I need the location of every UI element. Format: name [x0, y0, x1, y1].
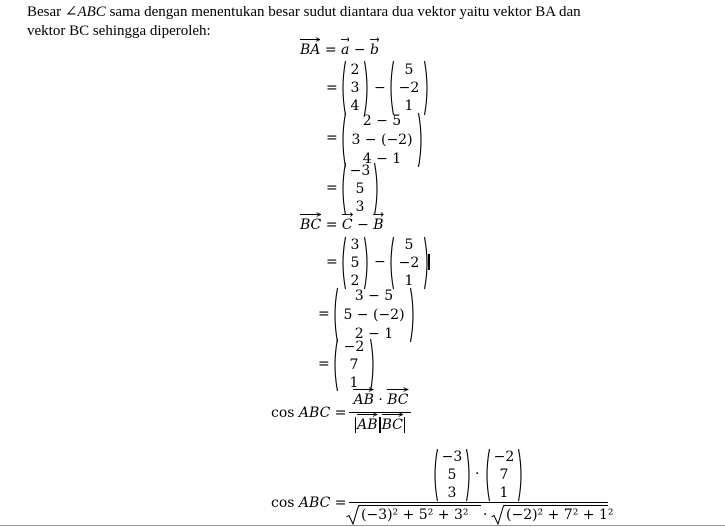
- column-vector-num-1: [432, 448, 472, 502]
- fraction-bar: [349, 502, 608, 503]
- ba-definition: [300, 42, 379, 58]
- vector-arrow: [387, 387, 408, 392]
- vector-entry: 5: [447, 467, 457, 483]
- vector-arrow: [370, 37, 379, 42]
- column-vector-ba-3: [340, 112, 424, 168]
- magnitude-bc: [380, 417, 405, 433]
- column-vector-ba-1: [340, 60, 370, 116]
- intro-text: Besar: [27, 4, 65, 20]
- vector-entry: 3: [447, 485, 457, 501]
- vector-entry: 5: [350, 255, 360, 271]
- vector-entry: −3: [441, 449, 463, 465]
- vector-entry: 4 − 1: [362, 151, 402, 167]
- vector-entry: 2: [350, 62, 360, 78]
- vector-c: C: [342, 217, 353, 233]
- vector-arrow: [300, 37, 320, 42]
- vector-b: b: [370, 42, 379, 58]
- vector-arrow: [373, 212, 383, 217]
- vector-b-capital: B: [373, 217, 383, 233]
- equals-sign: =: [324, 42, 337, 58]
- vector-entry: 1: [404, 98, 414, 114]
- vector-bc: BC: [387, 392, 408, 408]
- vector-entry: 2 − 1: [354, 326, 394, 342]
- column-vector-ba-2: [388, 60, 430, 116]
- dot-operator: ·: [378, 392, 383, 408]
- equals-sign: =: [326, 180, 338, 196]
- vector-entry: 3: [350, 80, 360, 96]
- right-paren: [374, 162, 380, 216]
- right-paren: [418, 112, 424, 168]
- column-vector-bc-2: [388, 236, 430, 290]
- vector-arrow: [357, 412, 377, 417]
- vector-entry: −2: [398, 255, 420, 271]
- minus-sign: −: [374, 80, 386, 96]
- cos-text: cos: [271, 405, 295, 421]
- angle-name: ABC: [298, 405, 331, 421]
- vector-ba: BA: [300, 42, 320, 58]
- radical-overline: [359, 505, 481, 506]
- vector-ab: AB: [357, 417, 377, 433]
- cos-numerator: [350, 392, 412, 408]
- equals-sign: =: [326, 254, 338, 270]
- cos-abc-label-2: [271, 495, 346, 511]
- sum-of-squares-bc: (−2)² + 7² + 1²: [506, 507, 614, 523]
- column-vector-bc-3: [332, 287, 416, 343]
- right-paren: [364, 60, 370, 116]
- minus-sign: −: [357, 217, 369, 233]
- intro-text: sama dengan menentukan besar sudut diantara dua vektor yaitu vektor BA dan: [105, 4, 581, 20]
- vector-a: a: [341, 42, 349, 58]
- right-paren: [466, 448, 472, 502]
- intro-line-1: [27, 3, 707, 22]
- vector-entry: 3: [355, 199, 365, 215]
- right-paren: [410, 287, 416, 343]
- intro-line-2: vektor BC sehingga diperoleh:: [27, 23, 211, 39]
- radical-overline: [504, 505, 608, 506]
- page-bottom-border: [0, 525, 725, 526]
- angle-abc: ∠ABC: [64, 4, 106, 20]
- vector-entry: −2: [493, 449, 515, 465]
- vector-ab: AB: [353, 392, 373, 408]
- vector-arrow: [341, 37, 349, 42]
- sqrt-icon: [346, 505, 360, 525]
- minus-sign: −: [374, 254, 386, 270]
- column-vector-ba-4: [340, 162, 380, 216]
- vector-entry: 2: [350, 273, 360, 289]
- column-vector-bc-1: [340, 236, 370, 290]
- vector-entry: 5: [404, 62, 414, 78]
- vector-entry: 4: [350, 98, 360, 114]
- vector-entry: 5: [404, 237, 414, 253]
- minus-sign: −: [353, 42, 366, 58]
- sqrt-icon: [491, 505, 505, 525]
- vector-arrow: [353, 387, 373, 392]
- equals-sign: =: [334, 495, 347, 511]
- cos-denominator: [349, 417, 411, 433]
- vector-entry: 3: [350, 237, 360, 253]
- text-cursor: [428, 254, 430, 270]
- intro-paragraph: [27, 3, 707, 41]
- angle-name: ABC: [298, 495, 331, 511]
- vector-entry: −2: [398, 80, 420, 96]
- cos-text: cos: [271, 495, 295, 511]
- vector-entry: 5 − (−2): [343, 307, 405, 323]
- vector-entry: −2: [343, 339, 365, 355]
- vector-entry: 1: [404, 273, 414, 289]
- magnitude-ab: [355, 417, 379, 433]
- right-paren: [424, 60, 430, 116]
- equals-sign: =: [318, 306, 330, 322]
- vector-entry: 5: [355, 181, 365, 197]
- vector-entry: 2 − 5: [362, 113, 402, 129]
- equals-sign: =: [326, 80, 338, 96]
- vector-entry: 3 − 5: [354, 288, 394, 304]
- vector-entry: −3: [349, 163, 371, 179]
- right-paren: [518, 448, 524, 502]
- equals-sign: =: [325, 217, 338, 233]
- vector-entry: 1: [349, 375, 359, 391]
- vector-bc: BC: [382, 417, 403, 433]
- column-vector-num-2: [484, 448, 524, 502]
- equals-sign: =: [334, 405, 347, 421]
- sum-of-squares-ba: (−3)² + 5² + 3²: [361, 507, 469, 523]
- equals-sign: =: [326, 130, 338, 146]
- cos-abc-label-1: [271, 405, 346, 421]
- bc-definition: [300, 217, 384, 233]
- equals-sign: =: [318, 356, 330, 372]
- column-vector-bc-4: [332, 338, 376, 392]
- right-paren: [364, 236, 370, 290]
- dot-operator: ·: [475, 466, 480, 482]
- vector-arrow: [342, 212, 353, 217]
- vector-entry: 3 − (−2): [351, 132, 413, 148]
- vector-arrow: [300, 212, 321, 217]
- vector-entry: 7: [349, 357, 359, 373]
- right-paren: [370, 338, 376, 392]
- dot-operator: ·: [483, 507, 488, 523]
- vector-entry: 7: [499, 467, 509, 483]
- vector-bc: BC: [300, 217, 321, 233]
- vector-entry: 1: [499, 485, 509, 501]
- vector-arrow: [382, 412, 403, 417]
